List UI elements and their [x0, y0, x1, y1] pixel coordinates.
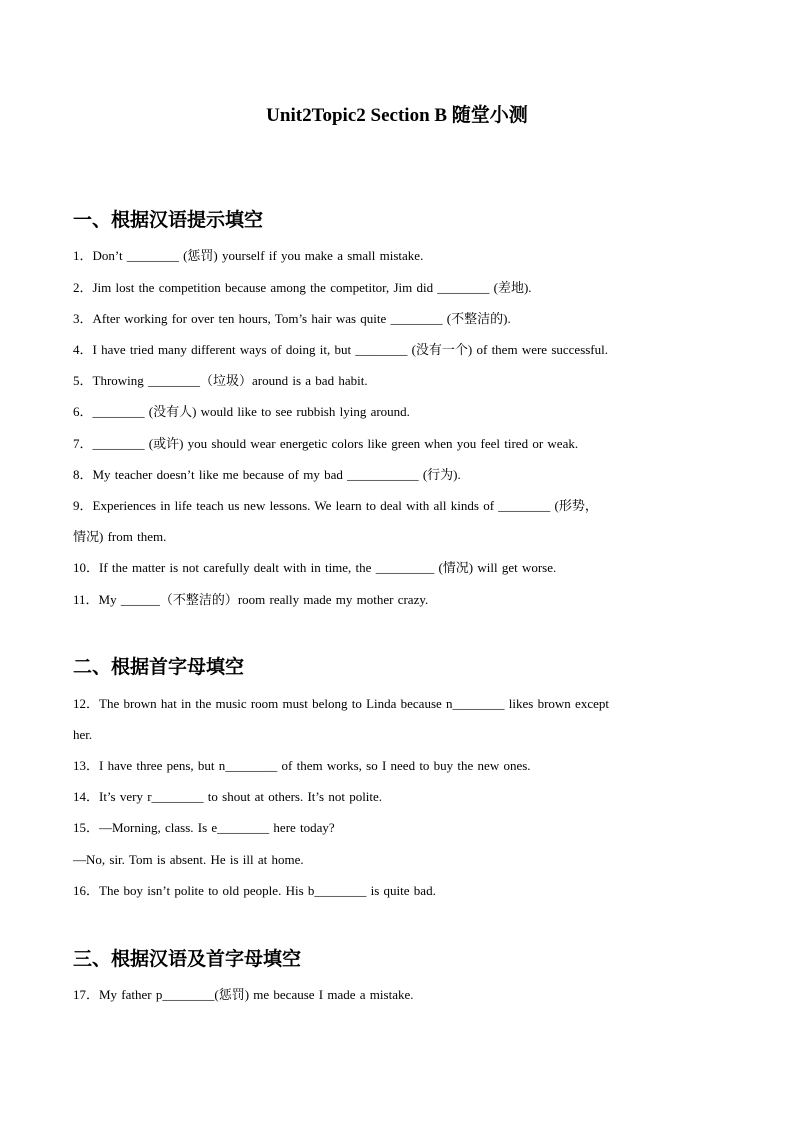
question-9: 9．Experiences in life teach us new lessons. We learn to deal with all kinds of ________ (形势，	[73, 498, 598, 513]
question-13: 13．I have three pens, but n________ of them works, so I need to buy the new ones.	[73, 758, 531, 773]
question-12: 12．The brown hat in the music room must belong to Linda because n________ likes brown except	[73, 696, 609, 711]
section-heading-2: 二、根据首字母填空	[73, 656, 245, 678]
question-17: 17．My father p________(惩罚) me because I made a mistake.	[73, 987, 414, 1002]
section-heading-3: 三、根据汉语及首字母填空	[73, 948, 302, 970]
question-3: 3．After working for over ten hours, Tom’s hair was quite ________ (不整洁的).	[73, 311, 511, 326]
question-2: 2．Jim lost the competition because among the competitor, Jim did ________ (差地).	[73, 280, 532, 295]
section-heading-1: 一、根据汉语提示填空	[73, 209, 264, 231]
question-14: 14．It’s very r________ to shout at others. It’s not polite.	[73, 789, 383, 804]
question-1: 1．Don’t ________ (惩罚) yourself if you make a small mistake.	[73, 248, 424, 263]
page-title: Unit2Topic2 Section B 随堂小测	[266, 105, 528, 126]
question-6: 6．________ (没有人) would like to see rubbish lying around.	[73, 404, 410, 419]
question-10: 10．If the matter is not carefully dealt with in time, the _________ (情况) will get worse.	[73, 560, 557, 575]
question-9-continued: 情况) from them.	[73, 529, 167, 544]
question-15: 15．—Morning, class. Is e________ here today?	[73, 820, 335, 835]
question-12-continued: her.	[73, 727, 93, 742]
question-15-answer: —No, sir. Tom is absent. He is ill at home.	[73, 852, 304, 867]
question-5: 5．Throwing ________（垃圾）around is a bad habit.	[73, 373, 368, 388]
question-4: 4．I have tried many different ways of doing it, but ________ (没有一个) of them were successful.	[73, 342, 609, 357]
question-16: 16．The boy isn’t polite to old people. His b________ is quite bad.	[73, 883, 436, 898]
question-7: 7．________ (或许) you should wear energetic colors like green when you feel tired or weak.	[73, 436, 579, 451]
question-8: 8．My teacher doesn’t like me because of my bad ___________ (行为).	[73, 467, 461, 482]
question-11: 11．My ______（不整洁的）room really made my mother crazy.	[73, 592, 429, 607]
